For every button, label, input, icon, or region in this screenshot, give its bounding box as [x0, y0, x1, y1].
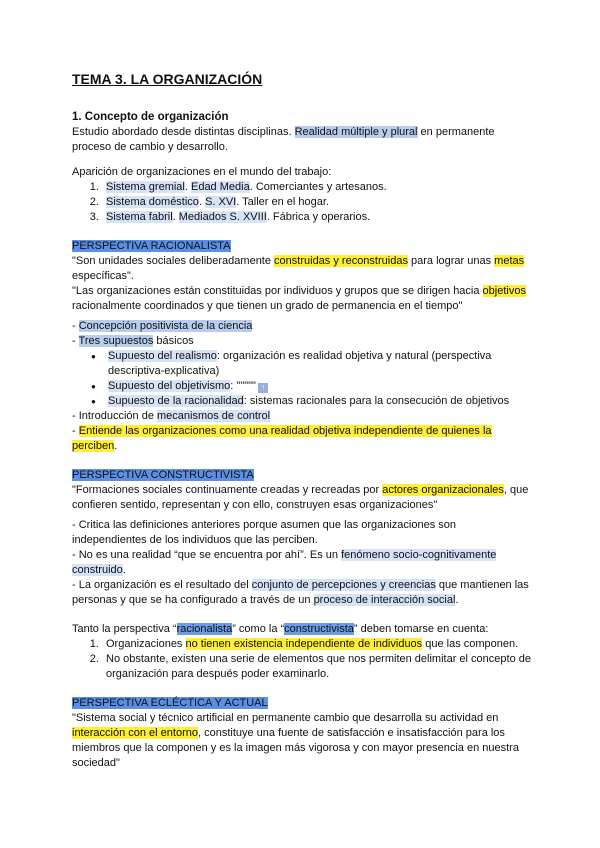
highlight: constructivista: [284, 623, 354, 635]
paragraph: [72, 548, 532, 578]
highlight: Supuesto del realismo: [108, 350, 217, 362]
text: -: [72, 320, 79, 332]
bullet-line: [72, 319, 532, 334]
text: : organización es realidad objetiva y natural (perspectiva descriptiva-explicativa): [108, 350, 492, 377]
list-item: 2. No obstante, existen una serie de elementos que nos permiten delimitar el concepto de organización para después poder examinarlo.: [102, 652, 532, 682]
text: en permanente proceso de cambio y desarrollo.: [72, 126, 495, 153]
highlight: construidas y reconstruidas: [274, 255, 408, 267]
highlight: racionalista: [176, 623, 233, 635]
text: "Formaciones sociales continuamente creadas y recreadas por: [72, 484, 383, 496]
text: : """"": [230, 380, 256, 392]
section-heading-racionalista: [72, 239, 532, 254]
numbered-list: [72, 180, 532, 225]
highlight: Edad Media: [190, 181, 250, 193]
bullet-line: [72, 424, 532, 454]
text: para lograr unas: [407, 255, 495, 267]
highlight: Supuesto del objetivismo: [108, 380, 231, 392]
highlight: Realidad múltiple y plural: [294, 126, 418, 138]
highlight: interacción con el entorno: [72, 727, 198, 739]
highlight: Tres supuestos: [78, 335, 154, 347]
text: que las componen.: [422, 638, 519, 650]
text: .: [122, 564, 126, 576]
list-item: [102, 210, 532, 225]
text: Tanto la perspectiva “: [72, 623, 177, 635]
list-item: [108, 379, 532, 394]
paragraph: Aparición de organizaciones en el mundo del trabajo:: [72, 166, 332, 178]
heading-text: PERSPECTIVA RACIONALISTA: [72, 240, 231, 252]
highlight: objetivos: [482, 285, 526, 297]
bullet-list: [72, 349, 532, 409]
document-page: [72, 70, 532, 771]
highlight: fenómeno socio-cognitivamente construido: [72, 549, 497, 576]
highlight: Sistema doméstico: [106, 196, 199, 208]
text: específicas".: [72, 270, 134, 282]
quote: [72, 254, 532, 284]
highlight: Sistema fabril: [106, 211, 173, 223]
text: , que confieren sentido, representan y con ello, construyen esas organizaciones": [72, 484, 529, 511]
highlight: Supuesto de la racionalidad: [108, 395, 244, 407]
highlight: mecanismos de control: [157, 410, 271, 422]
paragraph: [72, 622, 532, 637]
page-title: TEMA 3. LA ORGANIZACIÓN: [72, 71, 263, 87]
highlight: Sistema gremial: [106, 181, 185, 193]
highlight: no tienen existencia independiente de individuos: [185, 638, 423, 650]
text: .: [198, 196, 206, 208]
highlight: conjunto de percepciones y creencias: [251, 579, 436, 591]
text: ” deben tomarse en cuenta:: [353, 623, 489, 635]
paragraph: - Critica las definiciones anteriores porque asumen que las organizaciones son independientes de los individuos que las perciben.: [72, 519, 456, 546]
text: .: [184, 181, 191, 193]
text: "Son unidades sociales deliberadamente: [72, 255, 275, 267]
text: .: [455, 594, 459, 606]
text: - La organización es el resultado del: [72, 579, 252, 591]
text: ” como la “: [232, 623, 285, 635]
text: que mantienen las personas y que se ha configurado a través de un: [72, 579, 529, 606]
text: "Sistema social y técnico artificial en permanente cambio que desarrolla su actividad en: [72, 712, 499, 724]
list-item: [102, 180, 532, 195]
text: -: [72, 335, 79, 347]
highlight: S. XVI: [205, 196, 237, 208]
numbered-list: [72, 637, 532, 682]
highlight: metas: [494, 255, 525, 267]
text: Organizaciones: [106, 638, 186, 650]
bullet-line: [72, 409, 532, 424]
heading-text: PERSPECTIVA CONSTRUCTIVISTA: [72, 469, 254, 481]
text: . Taller en el hogar.: [236, 196, 329, 208]
text: básicos: [153, 335, 194, 347]
text: , constituye una fuente de satisfacción e insatisfacción para los miembros que la componen y es la imagen más vigorosa y con mayor presencia en nuestra sociedad": [72, 727, 519, 769]
quote: [72, 711, 532, 771]
heading-text: PERSPECTIVA ECLÉCTICA Y ACTUAL: [72, 697, 268, 709]
text: .: [172, 211, 179, 223]
bullet-line: [72, 334, 532, 349]
text: -: [72, 425, 79, 437]
arrow-up-icon: ↑: [258, 383, 268, 393]
text: racionalmente coordinados y que tienen un grado de permanencia en el tiempo": [72, 300, 463, 312]
section-heading-eclectica: [72, 696, 532, 711]
text: : sistemas racionales para la consecución de objetivos: [243, 395, 510, 407]
paragraph: [72, 125, 532, 155]
highlight: Concepción positivista de la ciencia: [78, 320, 253, 332]
highlight: actores organizacionales: [382, 484, 504, 496]
list-item: [102, 195, 532, 210]
text: "Las organizaciones están constituidas por individuos y grupos que se dirigen hacia: [72, 285, 483, 297]
highlight: proceso de interacción social: [313, 594, 456, 606]
text: - No es una realidad “que se encuentra por ahí”. Es un: [72, 549, 342, 561]
text: . Fábrica y operarios.: [266, 211, 371, 223]
quote: [72, 284, 532, 314]
text: Estudio abordado desde distintas disciplinas.: [72, 126, 295, 138]
text: - Introducción de: [72, 410, 157, 422]
list-item: [102, 637, 532, 652]
quote: [72, 483, 532, 513]
text: . Comerciantes y artesanos.: [249, 181, 387, 193]
section-heading-constructivista: [72, 468, 532, 483]
text: .: [114, 440, 118, 452]
section-heading: 1. Concepto de organización: [72, 111, 229, 123]
paragraph: [72, 578, 532, 608]
highlight: Entiende las organizaciones como una realidad objetiva independiente de quienes la perciben: [72, 425, 492, 452]
list-item: [108, 349, 532, 379]
highlight: Mediados S. XVIII: [178, 211, 267, 223]
list-item: [108, 394, 532, 409]
